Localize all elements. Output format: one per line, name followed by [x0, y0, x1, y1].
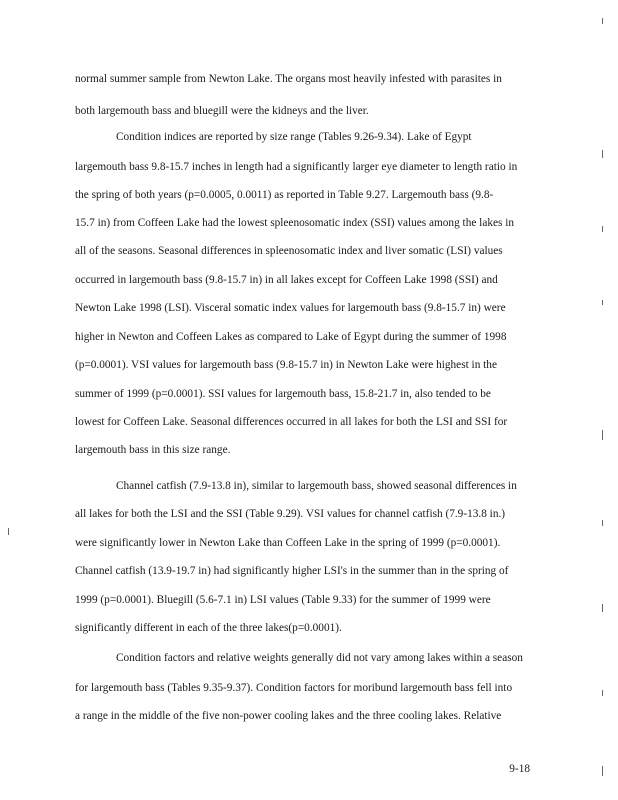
text-line: all of the seasons. Seasonal differences in spleenosomatic index and liver somatic (LSI) values: [75, 245, 503, 257]
text-line: largemouth bass in this size range.: [75, 444, 231, 456]
scan-speck: [602, 226, 603, 232]
text-line: summer of 1999 (p=0.0001). SSI values for largemouth bass, 15.8-21.7 in, also tended to be: [75, 388, 491, 400]
scan-speck: [602, 18, 603, 24]
text-line: all lakes for both the LSI and the SSI (Table 9.29). VSI values for channel catfish (7.9-13.8 in.): [75, 508, 506, 520]
paragraph-start-line: Condition indices are reported by size range (Tables 9.26-9.34). Lake of Egypt: [116, 131, 472, 143]
text-line: occurred in largemouth bass (9.8-15.7 in) in all lakes except for Coffeen Lake 1998 (SSI) and: [75, 274, 498, 286]
scan-speck: [602, 430, 603, 440]
paragraph-start-line: Condition factors and relative weights generally did not vary among lakes within a season: [116, 652, 523, 664]
paragraph-start-line: Channel catfish (7.9-13.8 in), similar to largemouth bass, showed seasonal differences in: [116, 480, 517, 492]
text-line: largemouth bass 9.8-15.7 inches in length had a significantly larger eye diameter to length ratio in: [75, 161, 518, 173]
text-line: for largemouth bass (Tables 9.35-9.37). Condition factors for moribund largemouth bass fell into: [75, 682, 513, 694]
text-line: a range in the middle of the five non-power cooling lakes and the three cooling lakes. Relative: [75, 710, 502, 722]
page-number: 9-18: [509, 763, 530, 775]
text-line: higher in Newton and Coffeen Lakes as compared to Lake of Egypt during the summer of 1998: [75, 331, 507, 343]
text-line: Newton Lake 1998 (LSI). Visceral somatic index values for largemouth bass (9.8-15.7 in) were: [75, 302, 506, 314]
text-line: lowest for Coffeen Lake. Seasonal differences occurred in all lakes for both the LSI and SSI for: [75, 416, 508, 428]
scan-speck: [602, 520, 603, 526]
text-line: 15.7 in) from Coffeen Lake had the lowest spleenosomatic index (SSI) values among the lakes in: [75, 217, 515, 229]
text-line: Channel catfish (13.9-19.7 in) had significantly higher LSI's in the summer than in the spring of: [75, 565, 509, 577]
scan-speck: [602, 604, 603, 612]
text-line: both largemouth bass and bluegill were the kidneys and the liver.: [75, 105, 369, 117]
scan-speck: [602, 300, 603, 305]
text-line: significantly different in each of the three lakes(p=0.0001).: [75, 622, 342, 634]
scan-speck: [602, 690, 603, 696]
scan-speck: [602, 766, 603, 776]
text-line: 1999 (p=0.0001). Bluegill (5.6-7.1 in) LSI values (Table 9.33) for the summer of 1999 were: [75, 594, 491, 606]
scan-speck: [8, 528, 9, 535]
text-line: the spring of both years (p=0.0005, 0.0011) as reported in Table 9.27. Largemouth bass (9.8-: [75, 189, 494, 201]
text-line: (p=0.0001). VSI values for largemouth bass (9.8-15.7 in) in Newton Lake were highest in the: [75, 359, 497, 371]
text-line: were significantly lower in Newton Lake than Coffeen Lake in the spring of 1999 (p=0.0001).: [75, 537, 501, 549]
scan-speck: [602, 150, 603, 158]
text-line: normal summer sample from Newton Lake. The organs most heavily infested with parasites in: [75, 73, 502, 85]
